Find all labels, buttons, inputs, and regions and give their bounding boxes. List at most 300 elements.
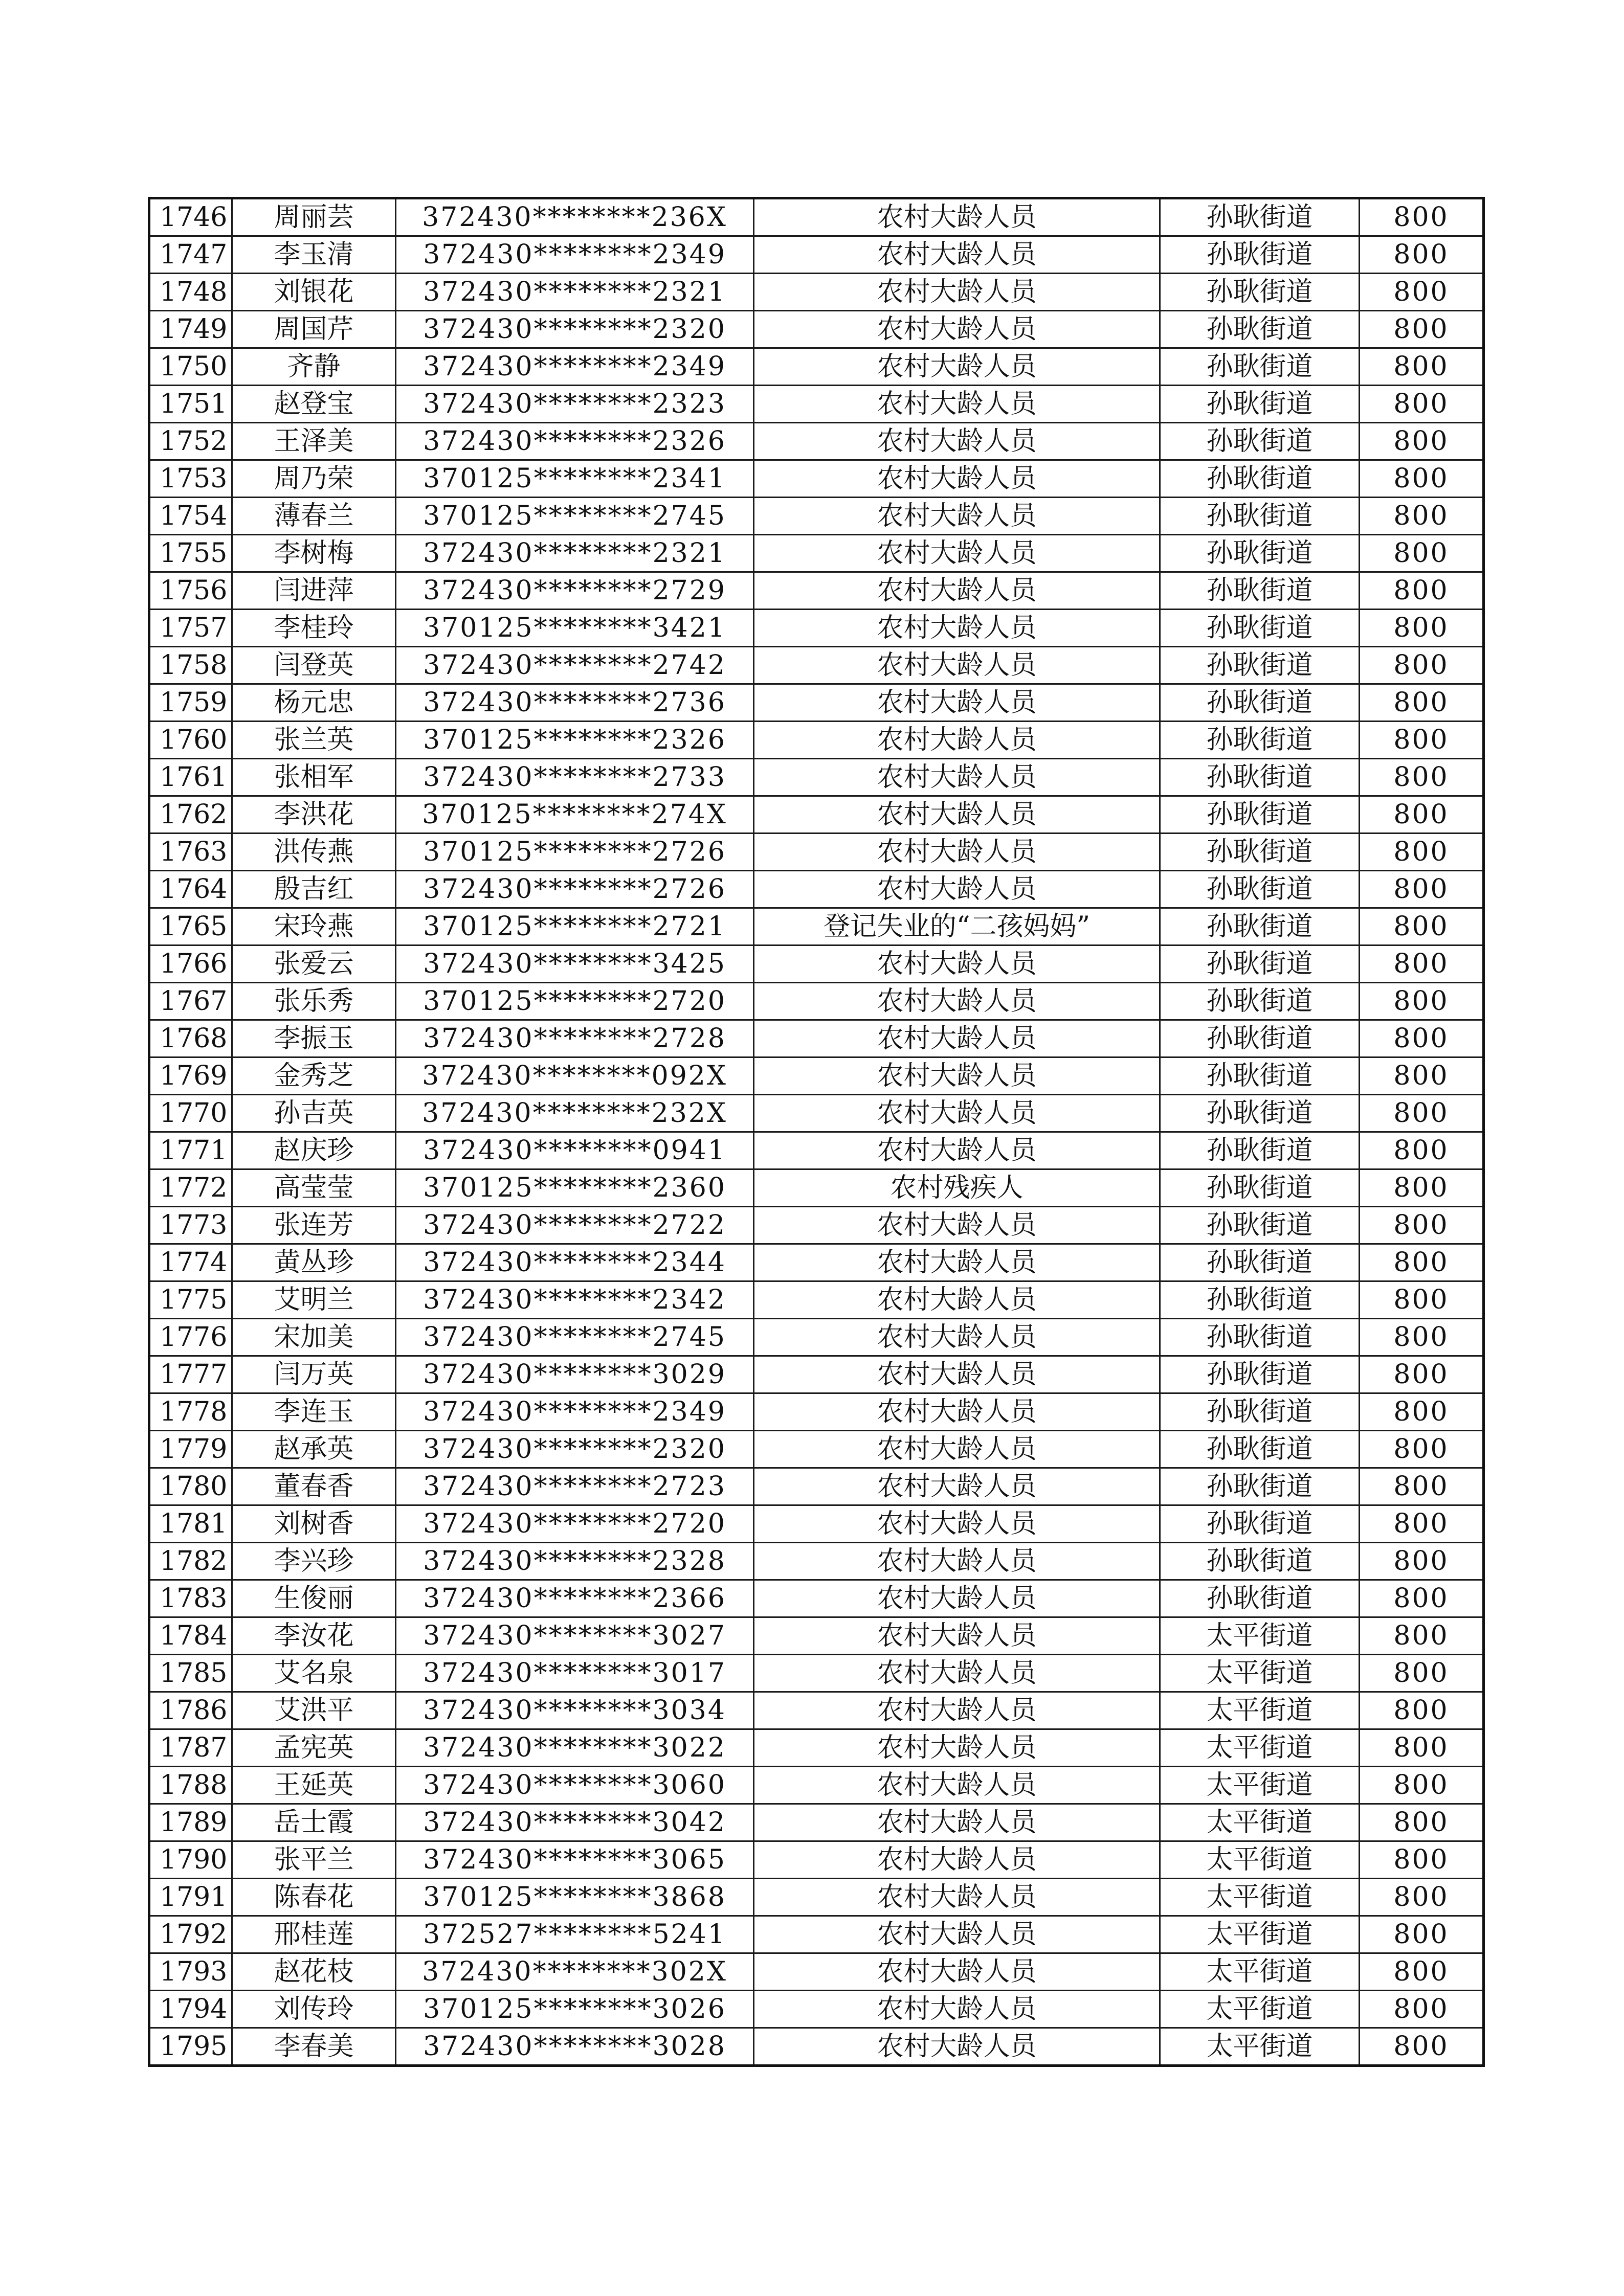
subsidy-amount: 800 (1360, 236, 1484, 274)
table-row (149, 1916, 1484, 1953)
street-office: 孙耿街道 (1160, 1244, 1360, 1281)
street-office: 孙耿街道 (1160, 1319, 1360, 1356)
subsidy-amount: 800 (1360, 348, 1484, 386)
row-number: 1768 (149, 1020, 232, 1057)
street-office: 孙耿街道 (1160, 274, 1360, 311)
category: 农村大龄人员 (754, 1244, 1160, 1281)
row-number: 1761 (149, 759, 232, 796)
person-name: 高莹莹 (232, 1169, 396, 1207)
roster-body (149, 198, 1484, 2066)
street-office: 孙耿街道 (1160, 1468, 1360, 1505)
category: 农村大龄人员 (754, 274, 1160, 311)
person-name: 李连玉 (232, 1393, 396, 1431)
table-row (149, 198, 1484, 236)
row-number: 1787 (149, 1729, 232, 1767)
category: 农村大龄人员 (754, 1580, 1160, 1617)
table-row (149, 1804, 1484, 1841)
id-number: 372430********3425 (396, 946, 754, 983)
id-number: 370125********2726 (396, 834, 754, 871)
category: 农村大龄人员 (754, 1393, 1160, 1431)
row-number: 1784 (149, 1617, 232, 1655)
subsidy-amount: 800 (1360, 498, 1484, 535)
subsidy-amount: 800 (1360, 1804, 1484, 1841)
table-row (149, 1393, 1484, 1431)
person-name: 洪传燕 (232, 834, 396, 871)
category: 农村大龄人员 (754, 1729, 1160, 1767)
street-office: 太平街道 (1160, 1916, 1360, 1953)
subsidy-amount: 800 (1360, 834, 1484, 871)
row-number: 1795 (149, 2028, 232, 2066)
table-row (149, 983, 1484, 1020)
table-row (149, 1169, 1484, 1207)
person-name: 李桂玲 (232, 610, 396, 647)
category: 农村大龄人员 (754, 722, 1160, 759)
id-number: 372430********2321 (396, 274, 754, 311)
id-number: 372430********3034 (396, 1692, 754, 1729)
category: 农村大龄人员 (754, 684, 1160, 722)
person-name: 董春香 (232, 1468, 396, 1505)
person-name: 生俊丽 (232, 1580, 396, 1617)
category: 农村大龄人员 (754, 1095, 1160, 1132)
table-row (149, 946, 1484, 983)
person-name: 艾洪平 (232, 1692, 396, 1729)
subsidy-amount: 800 (1360, 1580, 1484, 1617)
row-number: 1746 (149, 198, 232, 236)
row-number: 1771 (149, 1132, 232, 1169)
person-name: 李洪花 (232, 796, 396, 834)
street-office: 太平街道 (1160, 1991, 1360, 2028)
street-office: 太平街道 (1160, 2028, 1360, 2066)
id-number: 372430********2722 (396, 1207, 754, 1244)
subsidy-amount: 800 (1360, 946, 1484, 983)
table-row (149, 386, 1484, 423)
row-number: 1747 (149, 236, 232, 274)
id-number: 372430********2326 (396, 423, 754, 460)
table-row (149, 535, 1484, 572)
subsidy-amount: 800 (1360, 1281, 1484, 1319)
category: 农村大龄人员 (754, 1916, 1160, 1953)
category: 农村大龄人员 (754, 423, 1160, 460)
street-office: 太平街道 (1160, 1879, 1360, 1916)
category: 农村大龄人员 (754, 983, 1160, 1020)
person-name: 周丽芸 (232, 198, 396, 236)
table-row (149, 423, 1484, 460)
street-office: 孙耿街道 (1160, 1356, 1360, 1393)
subsidy-amount: 800 (1360, 460, 1484, 498)
category: 农村大龄人员 (754, 1057, 1160, 1095)
street-office: 孙耿街道 (1160, 386, 1360, 423)
table-row (149, 460, 1484, 498)
person-name: 孙吉英 (232, 1095, 396, 1132)
street-office: 孙耿街道 (1160, 535, 1360, 572)
subsidy-amount: 800 (1360, 572, 1484, 610)
table-row (149, 311, 1484, 348)
row-number: 1782 (149, 1543, 232, 1580)
id-number: 370125********2720 (396, 983, 754, 1020)
row-number: 1774 (149, 1244, 232, 1281)
subsidy-amount: 800 (1360, 535, 1484, 572)
id-number: 372430********2349 (396, 236, 754, 274)
category: 农村大龄人员 (754, 1468, 1160, 1505)
subsidy-amount: 800 (1360, 1207, 1484, 1244)
street-office: 孙耿街道 (1160, 572, 1360, 610)
table-row (149, 796, 1484, 834)
id-number: 372430********3042 (396, 1804, 754, 1841)
row-number: 1765 (149, 908, 232, 946)
table-row (149, 498, 1484, 535)
category: 农村大龄人员 (754, 1692, 1160, 1729)
table-row (149, 1692, 1484, 1729)
table-row (149, 1841, 1484, 1879)
row-number: 1748 (149, 274, 232, 311)
id-number: 372430********3022 (396, 1729, 754, 1767)
street-office: 太平街道 (1160, 1617, 1360, 1655)
table-row (149, 274, 1484, 311)
row-number: 1779 (149, 1431, 232, 1468)
person-name: 张相军 (232, 759, 396, 796)
street-office: 孙耿街道 (1160, 1505, 1360, 1543)
subsidy-amount: 800 (1360, 983, 1484, 1020)
id-number: 372430********236X (396, 198, 754, 236)
id-number: 372430********2723 (396, 1468, 754, 1505)
person-name: 齐静 (232, 348, 396, 386)
street-office: 太平街道 (1160, 1729, 1360, 1767)
row-number: 1766 (149, 946, 232, 983)
category: 农村大龄人员 (754, 1991, 1160, 2028)
id-number: 372430********232X (396, 1095, 754, 1132)
id-number: 372430********092X (396, 1057, 754, 1095)
person-name: 邢桂莲 (232, 1916, 396, 1953)
category: 农村大龄人员 (754, 348, 1160, 386)
row-number: 1749 (149, 311, 232, 348)
category: 农村大龄人员 (754, 1356, 1160, 1393)
row-number: 1794 (149, 1991, 232, 2028)
subsidy-amount: 800 (1360, 1431, 1484, 1468)
table-row (149, 722, 1484, 759)
person-name: 张连芳 (232, 1207, 396, 1244)
id-number: 372430********2726 (396, 871, 754, 908)
subsidy-amount: 800 (1360, 684, 1484, 722)
table-row (149, 1580, 1484, 1617)
person-name: 杨元忠 (232, 684, 396, 722)
category: 农村大龄人员 (754, 1617, 1160, 1655)
street-office: 孙耿街道 (1160, 610, 1360, 647)
category: 农村大龄人员 (754, 498, 1160, 535)
id-number: 370125********2721 (396, 908, 754, 946)
id-number: 372430********2344 (396, 1244, 754, 1281)
street-office: 孙耿街道 (1160, 796, 1360, 834)
category: 农村大龄人员 (754, 1767, 1160, 1804)
subsidy-amount: 800 (1360, 1543, 1484, 1580)
row-number: 1777 (149, 1356, 232, 1393)
subsidy-amount: 800 (1360, 1319, 1484, 1356)
person-name: 孟宪英 (232, 1729, 396, 1767)
row-number: 1769 (149, 1057, 232, 1095)
row-number: 1773 (149, 1207, 232, 1244)
street-office: 太平街道 (1160, 1804, 1360, 1841)
table-row (149, 908, 1484, 946)
table-row (149, 1356, 1484, 1393)
table-row (149, 1505, 1484, 1543)
subsidy-amount: 800 (1360, 722, 1484, 759)
subsidy-amount: 800 (1360, 1169, 1484, 1207)
category: 农村大龄人员 (754, 871, 1160, 908)
table-row (149, 871, 1484, 908)
id-number: 370125********2360 (396, 1169, 754, 1207)
id-number: 372430********0941 (396, 1132, 754, 1169)
row-number: 1770 (149, 1095, 232, 1132)
id-number: 370125********2326 (396, 722, 754, 759)
table-row (149, 572, 1484, 610)
row-number: 1758 (149, 647, 232, 684)
person-name: 黄丛珍 (232, 1244, 396, 1281)
subsidy-amount: 800 (1360, 1991, 1484, 2028)
id-number: 372527********5241 (396, 1916, 754, 1953)
person-name: 李兴珍 (232, 1543, 396, 1580)
row-number: 1783 (149, 1580, 232, 1617)
category: 农村大龄人员 (754, 1319, 1160, 1356)
category: 农村大龄人员 (754, 1020, 1160, 1057)
table-row (149, 1655, 1484, 1692)
category: 农村残疾人 (754, 1169, 1160, 1207)
id-number: 372430********3017 (396, 1655, 754, 1692)
category: 农村大龄人员 (754, 1207, 1160, 1244)
row-number: 1793 (149, 1953, 232, 1991)
person-name: 刘树香 (232, 1505, 396, 1543)
person-name: 艾名泉 (232, 1655, 396, 1692)
person-name: 刘银花 (232, 274, 396, 311)
row-number: 1789 (149, 1804, 232, 1841)
table-row (149, 1319, 1484, 1356)
person-name: 李汝花 (232, 1617, 396, 1655)
id-number: 370125********2745 (396, 498, 754, 535)
table-row (149, 1468, 1484, 1505)
table-row (149, 1095, 1484, 1132)
person-name: 赵花枝 (232, 1953, 396, 1991)
table-row (149, 1617, 1484, 1655)
street-office: 孙耿街道 (1160, 647, 1360, 684)
id-number: 372430********3029 (396, 1356, 754, 1393)
street-office: 孙耿街道 (1160, 1057, 1360, 1095)
person-name: 王泽美 (232, 423, 396, 460)
subsidy-amount: 800 (1360, 274, 1484, 311)
street-office: 孙耿街道 (1160, 198, 1360, 236)
subsidy-amount: 800 (1360, 796, 1484, 834)
category: 农村大龄人员 (754, 1431, 1160, 1468)
row-number: 1767 (149, 983, 232, 1020)
category: 农村大龄人员 (754, 1505, 1160, 1543)
row-number: 1751 (149, 386, 232, 423)
table-row (149, 1431, 1484, 1468)
id-number: 372430********2321 (396, 535, 754, 572)
street-office: 孙耿街道 (1160, 1132, 1360, 1169)
person-name: 周乃荣 (232, 460, 396, 498)
category: 农村大龄人员 (754, 236, 1160, 274)
row-number: 1781 (149, 1505, 232, 1543)
category: 农村大龄人员 (754, 759, 1160, 796)
street-office: 孙耿街道 (1160, 1169, 1360, 1207)
table-row (149, 236, 1484, 274)
street-office: 孙耿街道 (1160, 1281, 1360, 1319)
subsidy-amount: 800 (1360, 1617, 1484, 1655)
table-row (149, 759, 1484, 796)
row-number: 1752 (149, 423, 232, 460)
id-number: 372430********3060 (396, 1767, 754, 1804)
subsidy-amount: 800 (1360, 1356, 1484, 1393)
street-office: 孙耿街道 (1160, 236, 1360, 274)
subsidy-amount: 800 (1360, 1057, 1484, 1095)
id-number: 372430********2328 (396, 1543, 754, 1580)
id-number: 372430********2745 (396, 1319, 754, 1356)
person-name: 周国芹 (232, 311, 396, 348)
street-office: 孙耿街道 (1160, 946, 1360, 983)
subsidy-amount: 800 (1360, 871, 1484, 908)
id-number: 372430********2729 (396, 572, 754, 610)
subsidy-amount: 800 (1360, 610, 1484, 647)
id-number: 372430********302X (396, 1953, 754, 1991)
row-number: 1759 (149, 684, 232, 722)
person-name: 闫进萍 (232, 572, 396, 610)
street-office: 孙耿街道 (1160, 1207, 1360, 1244)
row-number: 1764 (149, 871, 232, 908)
row-number: 1754 (149, 498, 232, 535)
subsidy-amount: 800 (1360, 386, 1484, 423)
street-office: 孙耿街道 (1160, 460, 1360, 498)
category: 农村大龄人员 (754, 1879, 1160, 1916)
person-name: 金秀芝 (232, 1057, 396, 1095)
subsidy-amount: 800 (1360, 908, 1484, 946)
street-office: 孙耿街道 (1160, 908, 1360, 946)
category: 农村大龄人员 (754, 460, 1160, 498)
subsidy-amount: 800 (1360, 759, 1484, 796)
row-number: 1763 (149, 834, 232, 871)
person-name: 张兰英 (232, 722, 396, 759)
category: 农村大龄人员 (754, 1841, 1160, 1879)
table-row (149, 1991, 1484, 2028)
category: 农村大龄人员 (754, 311, 1160, 348)
row-number: 1780 (149, 1468, 232, 1505)
table-row (149, 647, 1484, 684)
person-name: 岳士霞 (232, 1804, 396, 1841)
person-name: 薄春兰 (232, 498, 396, 535)
table-row (149, 348, 1484, 386)
person-name: 宋加美 (232, 1319, 396, 1356)
subsidy-amount: 800 (1360, 1953, 1484, 1991)
street-office: 孙耿街道 (1160, 423, 1360, 460)
street-office: 孙耿街道 (1160, 1543, 1360, 1580)
table-row (149, 1244, 1484, 1281)
id-number: 372430********2323 (396, 386, 754, 423)
street-office: 太平街道 (1160, 1655, 1360, 1692)
street-office: 孙耿街道 (1160, 498, 1360, 535)
subsidy-amount: 800 (1360, 311, 1484, 348)
id-number: 372430********3028 (396, 2028, 754, 2066)
street-office: 太平街道 (1160, 1841, 1360, 1879)
subsidy-amount: 800 (1360, 1505, 1484, 1543)
table-row (149, 610, 1484, 647)
subsidy-amount: 800 (1360, 1767, 1484, 1804)
subsidy-amount: 800 (1360, 1841, 1484, 1879)
id-number: 372430********2720 (396, 1505, 754, 1543)
person-name: 殷吉红 (232, 871, 396, 908)
table-row (149, 1020, 1484, 1057)
category: 农村大龄人员 (754, 572, 1160, 610)
row-number: 1755 (149, 535, 232, 572)
table-row (149, 684, 1484, 722)
table-row (149, 1207, 1484, 1244)
street-office: 孙耿街道 (1160, 311, 1360, 348)
subsidy-amount: 800 (1360, 1020, 1484, 1057)
category: 农村大龄人员 (754, 1132, 1160, 1169)
subsidy-amount: 800 (1360, 1095, 1484, 1132)
id-number: 372430********2728 (396, 1020, 754, 1057)
person-name: 赵庆珍 (232, 1132, 396, 1169)
row-number: 1778 (149, 1393, 232, 1431)
row-number: 1750 (149, 348, 232, 386)
street-office: 孙耿街道 (1160, 1431, 1360, 1468)
table-row (149, 1543, 1484, 1580)
subsidy-amount: 800 (1360, 1655, 1484, 1692)
row-number: 1772 (149, 1169, 232, 1207)
category: 农村大龄人员 (754, 535, 1160, 572)
street-office: 孙耿街道 (1160, 684, 1360, 722)
person-name: 李树梅 (232, 535, 396, 572)
street-office: 孙耿街道 (1160, 1020, 1360, 1057)
id-number: 370125********2341 (396, 460, 754, 498)
row-number: 1785 (149, 1655, 232, 1692)
category: 农村大龄人员 (754, 796, 1160, 834)
id-number: 372430********2320 (396, 1431, 754, 1468)
street-office: 孙耿街道 (1160, 983, 1360, 1020)
row-number: 1791 (149, 1879, 232, 1916)
row-number: 1762 (149, 796, 232, 834)
category: 农村大龄人员 (754, 1804, 1160, 1841)
subsidy-amount: 800 (1360, 423, 1484, 460)
id-number: 370125********274X (396, 796, 754, 834)
street-office: 孙耿街道 (1160, 1393, 1360, 1431)
id-number: 370125********3026 (396, 1991, 754, 2028)
category: 登记失业的“二孩妈妈” (754, 908, 1160, 946)
id-number: 372430********2349 (396, 1393, 754, 1431)
subsidy-amount: 800 (1360, 1916, 1484, 1953)
person-name: 赵承英 (232, 1431, 396, 1468)
row-number: 1775 (149, 1281, 232, 1319)
subsidy-amount: 800 (1360, 1729, 1484, 1767)
person-name: 张平兰 (232, 1841, 396, 1879)
id-number: 372430********2342 (396, 1281, 754, 1319)
row-number: 1788 (149, 1767, 232, 1804)
street-office: 孙耿街道 (1160, 1580, 1360, 1617)
table-row (149, 1281, 1484, 1319)
person-name: 赵登宝 (232, 386, 396, 423)
table-row (149, 1057, 1484, 1095)
table-row (149, 834, 1484, 871)
id-number: 370125********3421 (396, 610, 754, 647)
row-number: 1757 (149, 610, 232, 647)
table-row (149, 1132, 1484, 1169)
id-number: 370125********3868 (396, 1879, 754, 1916)
row-number: 1756 (149, 572, 232, 610)
row-number: 1786 (149, 1692, 232, 1729)
street-office: 孙耿街道 (1160, 871, 1360, 908)
roster-table (148, 197, 1485, 2067)
subsidy-amount: 800 (1360, 2028, 1484, 2066)
category: 农村大龄人员 (754, 198, 1160, 236)
category: 农村大龄人员 (754, 647, 1160, 684)
person-name: 张爱云 (232, 946, 396, 983)
subsidy-amount: 800 (1360, 1468, 1484, 1505)
person-name: 王延英 (232, 1767, 396, 1804)
